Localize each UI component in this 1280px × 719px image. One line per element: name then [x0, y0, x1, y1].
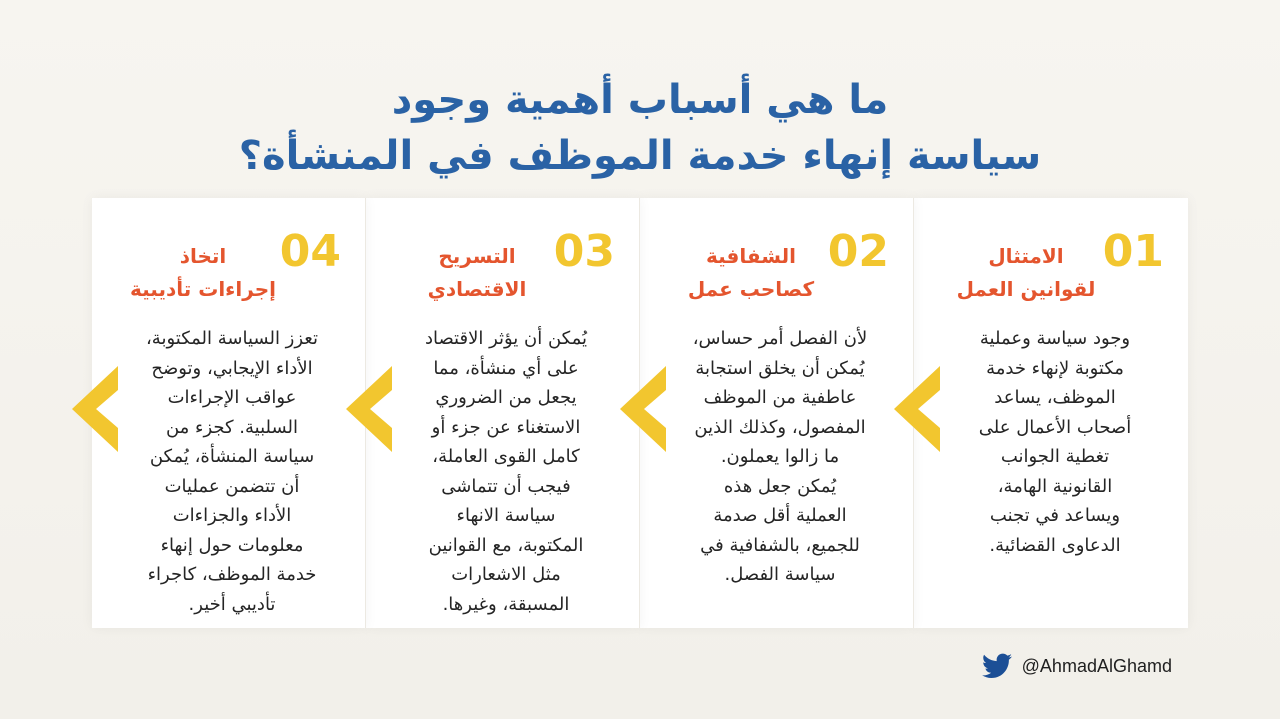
body-line: القانونية الهامة، [997, 475, 1113, 497]
body-line: يُمكن أن يؤثر الاقتصاد [424, 328, 588, 349]
chevron-left-icon [894, 366, 940, 452]
card-number: 02 [827, 226, 889, 277]
card-title-line: إجراءات تأديبية [130, 277, 276, 301]
card-header [914, 226, 1188, 316]
body-line: خدمة الموظف، كاجراء [147, 564, 317, 585]
author-handle[interactable]: @AhmadAlGhamd [1021, 655, 1172, 676]
card-number: 01 [1102, 226, 1164, 277]
card-header [365, 226, 639, 316]
chevron-left-icon [72, 366, 118, 452]
card-body [944, 324, 1166, 560]
body-line: مكتوبة لإنهاء خدمة [986, 357, 1124, 379]
body-line: وجود سياسة وعملية [979, 328, 1131, 349]
reason-card-1 [914, 198, 1188, 628]
card-header [639, 226, 913, 316]
twitter-icon [982, 653, 1012, 679]
body-line: سياسة الفصل. [724, 564, 836, 585]
chevron-left-icon [346, 366, 392, 452]
body-line: كامل القوى العاملة، [432, 446, 580, 467]
body-line: يجعل من الضروري [435, 387, 577, 408]
body-line: معلومات حول إنهاء [160, 534, 304, 556]
body-line: الموظف، يساعد [994, 387, 1116, 408]
body-line: أن تتضمن عمليات [164, 475, 300, 497]
card-title-line: كصاحب عمل [687, 277, 815, 301]
card-body [669, 324, 891, 590]
body-line: يُمكن أن يخلق استجابة [695, 357, 865, 379]
body-line: تعزز السياسة المكتوبة، [146, 328, 318, 349]
body-line: تأديبي أخير. [188, 593, 276, 615]
body-line: عاطفية من الموظف [703, 387, 857, 408]
body-line: فيجب أن تتماشى [441, 475, 571, 497]
card-body [121, 324, 343, 619]
body-line: لأن الفصل أمر حساس، [692, 328, 868, 349]
card-title [936, 240, 1116, 306]
card-title [113, 240, 293, 306]
reason-card-3 [366, 198, 640, 628]
card-title [387, 240, 567, 306]
body-line: الدعاوى القضائية. [989, 534, 1121, 556]
title-line-2: سياسة إنهاء خدمة الموظف في المنشأة؟ [238, 133, 1042, 179]
body-line: الاستغناء عن جزء أو [431, 416, 581, 438]
body-line: الأداء والجزاءات [172, 505, 292, 526]
card-title-line: الشفافية [705, 244, 796, 268]
body-line: على أي منشأة، مما [433, 357, 579, 379]
card-title [661, 240, 841, 306]
body-line: المكتوبة، مع القوانين [428, 534, 584, 556]
reason-card-2 [640, 198, 914, 628]
card-number: 03 [553, 226, 615, 277]
body-line: المسبقة، وغيرها. [442, 593, 570, 615]
card-header [91, 226, 365, 316]
body-line: ما زالوا يعملون. [720, 446, 840, 467]
author-credit [982, 649, 1172, 683]
card-title-line: التسريح [438, 244, 516, 268]
body-line: تغطية الجوانب [1000, 446, 1110, 467]
title-line-1: ما هي أسباب أهمية وجود [391, 77, 889, 123]
chevron-left-icon [620, 366, 666, 452]
card-title-line: اتخاذ [179, 244, 227, 268]
body-line: السلبية. كجزء من [165, 416, 299, 438]
body-line: للجميع، بالشفافية في [700, 534, 860, 556]
body-line: مثل الاشعارات [451, 564, 561, 585]
body-line: ويساعد في تجنب [989, 505, 1121, 526]
body-line: سياسة الانهاء [456, 505, 556, 526]
reasons-cards [92, 198, 1188, 628]
body-line: أصحاب الأعمال على [978, 416, 1132, 438]
body-line: يُمكن جعل هذه [723, 475, 837, 497]
body-line: المفصول، وكذلك الذين [694, 416, 866, 438]
reason-card-4 [92, 198, 366, 628]
card-title-line: الاقتصادي [427, 277, 527, 301]
body-line: العملية أقل صدمة [713, 505, 847, 526]
card-body [395, 324, 617, 619]
body-line: الأداء الإيجابي، وتوضح [151, 357, 313, 379]
body-line: سياسة المنشأة، يُمكن [149, 446, 315, 467]
card-number: 04 [279, 226, 341, 277]
card-title-line: الامتثال [988, 244, 1064, 268]
page-title [0, 72, 1280, 184]
body-line: عواقب الإجراءات [167, 387, 297, 408]
card-title-line: لقوانين العمل [956, 277, 1096, 301]
